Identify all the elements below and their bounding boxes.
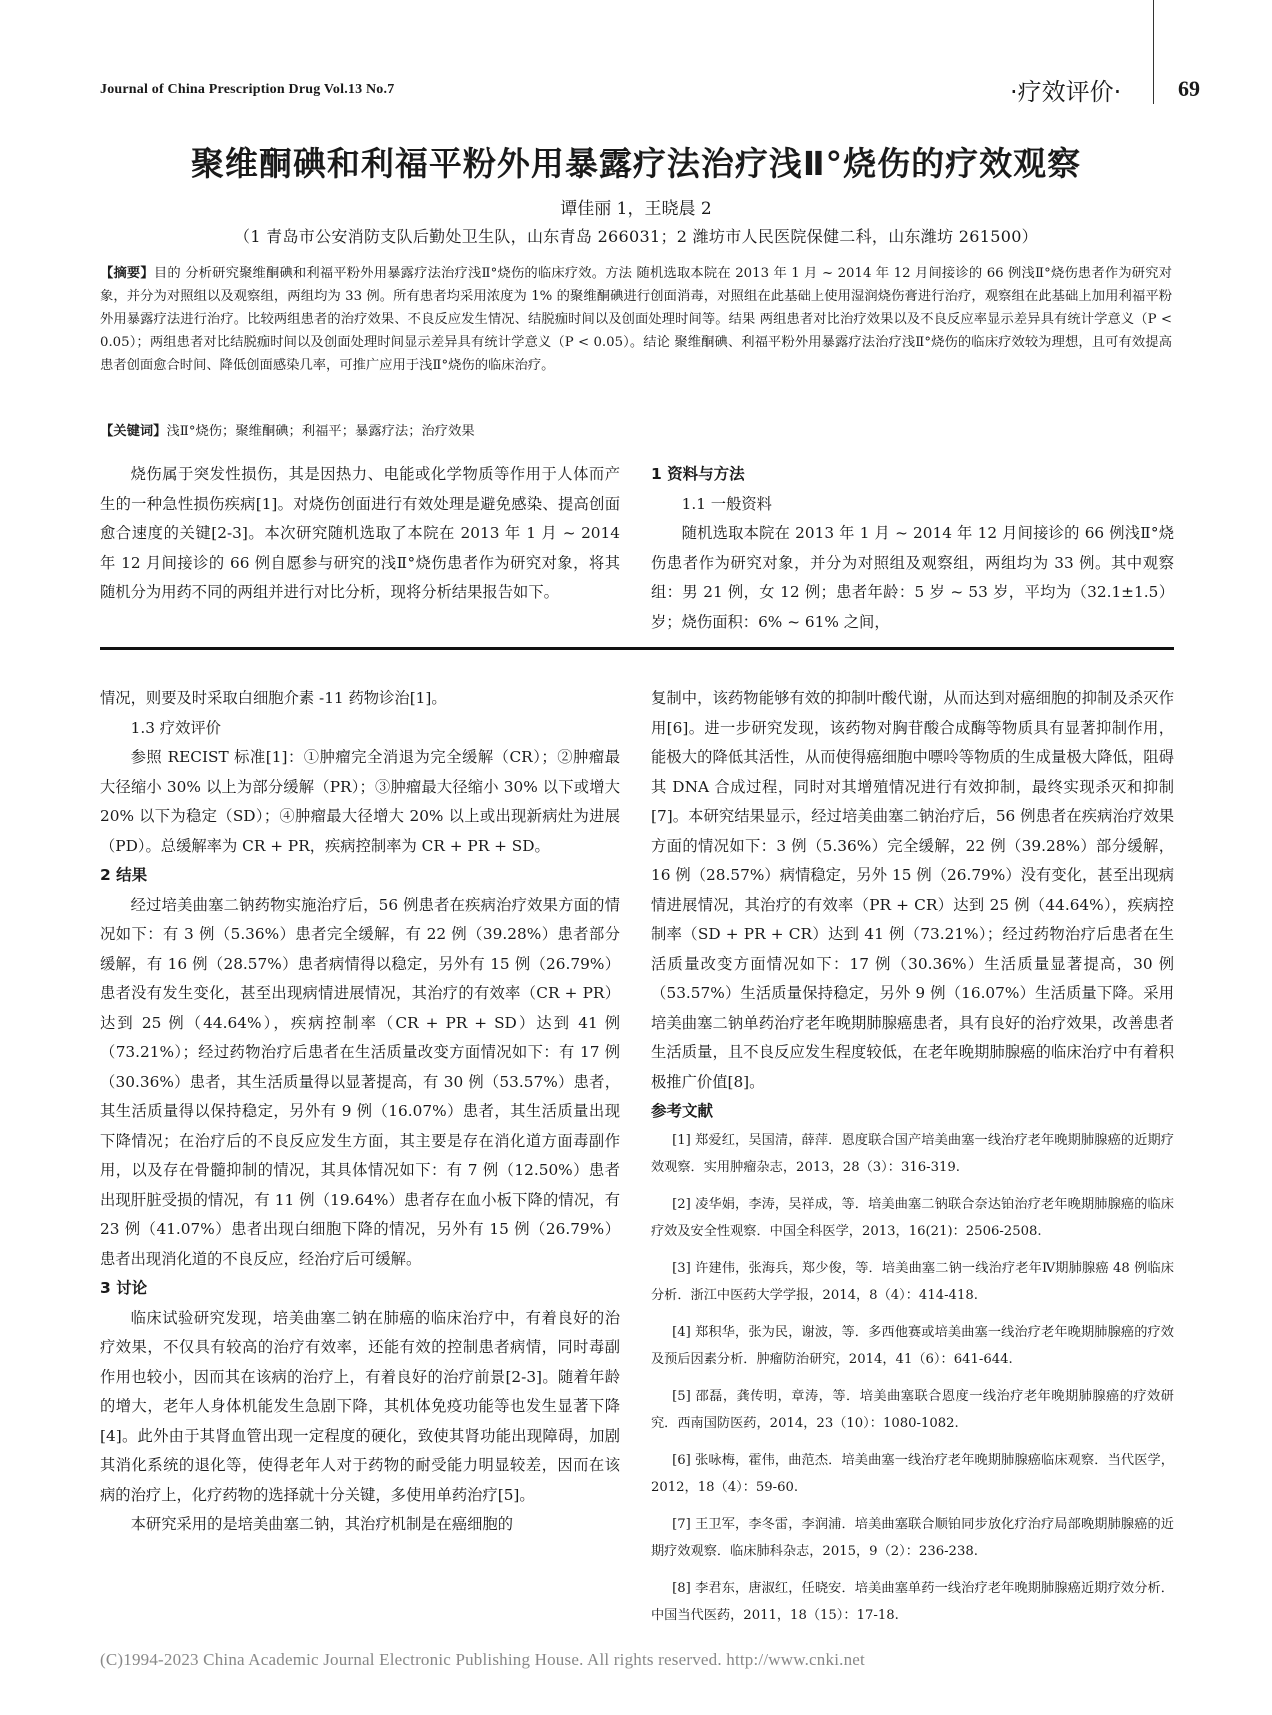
discussion-paragraph: 临床试验研究发现，培美曲塞二钠在肺癌的临床治疗中，有着良好的治疗效果，不仅具有较高的治疗有效率，还能有效的控制患者病情，同时毒副作用也较小，因而其在该病的治疗上，有着良好的治疗前景[2-3]。随着年龄的增大，老年人身体机能发生急剧下降，其机体免疫功能等也发生显著下降[4]。此外由于其肾血管出现一定程度的硬化，致使其肾功能出现障碍，加剧其消化系统的退化等，使得老年人对于药物的耐受能力明显较差，因而在该病的治疗上，化疗药物的选择就十分关键，多使用单药治疗[5]。 xyxy=(100,1308,620,1504)
references-heading: 参考文献 xyxy=(651,1102,714,1120)
reference-item: [8] 李君东，唐淑红，任晓安．培美曲塞单药一线治疗老年晚期肺腺癌近期疗效分析．中国当代医药，2011，18（15）：17-18. xyxy=(651,1580,1174,1623)
abstract-label: 【摘要】 xyxy=(100,266,154,281)
keywords-label: 【关键词】 xyxy=(100,424,167,439)
section-label: ·疗效评价· xyxy=(1010,78,1122,106)
reference-list xyxy=(651,1127,1174,1630)
right-text-column xyxy=(651,684,1174,1639)
section-heading-discussion: 3 讨论 xyxy=(100,1279,148,1297)
methods-column xyxy=(651,460,1174,637)
discussion-continued-paragraph: 复制中，该药物能够有效的抑制叶酸代谢，从而达到对癌细胞的抑制及杀灭作用[6]。进一步研究发现，该药物对胸苷酸合成酶等物质具有显著抑制作用，能极大的降低其活性，从而使得癌细胞中嘌呤等物质的生成量极大降低，阻碍其 DNA 合成过程，同时对其增殖情况进行有效抑制，最终实现杀灭和抑制[7]。本研究结果显示，经过培美曲塞二钠治疗后，56 例患者在疾病治疗效果方面的情况如下：3 例（5.36%）完全缓解，22 例（39.28%）部分缓解，16 例（28.57%）病情稳定，另外 15 例（26.79%）没有变化，甚至出现病情进展情况，其治疗的有效率（PR + CR）达到 25 例（44.64%），疾病控制率（SD + PR + CR）达到 41 例（73.21%）；经过药物治疗后患者在生活质量改变方面情况如下：17 例（30.36%）生活质量显著提高，30 例（53.57%）生活质量保持稳定，另外 9 例（16.07%）生活质量下降。采用培美曲塞二钠单药治疗老年晚期肺腺癌患者，具有良好的治疗效果，改善患者生活质量，且不良反应发生程度较低，在老年晚期肺腺癌的临床治疗中有着积极推广价值[8]。 xyxy=(651,689,1174,1091)
reference-item: [6] 张咏梅，霍伟，曲范杰．培美曲塞一线治疗老年晚期肺腺癌临床观察．当代医学，2012，18（4）：59-60. xyxy=(651,1452,1174,1495)
subsection-heading-efficacy: 1.3 疗效评价 xyxy=(130,718,221,737)
journal-name: Journal of China Prescription Drug Vol.13 No.7 xyxy=(100,82,395,97)
page-number: 69 xyxy=(1178,76,1200,101)
header-divider xyxy=(1153,0,1154,104)
copyright-footer: (C)1994-2023 China Academic Journal Electronic Publishing House. All rights reserved. http://www.cnki.net xyxy=(100,1650,865,1669)
reference-item: [4] 郑积华，张为民，谢波，等．多西他赛或培美曲塞一线治疗老年晚期肺腺癌的疗效及预后因素分析．肿瘤防治研究，2014，41（6）：641-644. xyxy=(651,1324,1174,1367)
article-break-rule xyxy=(100,647,1174,650)
abstract xyxy=(100,262,1172,377)
subsection-heading-general: 1.1 一般资料 xyxy=(681,494,772,513)
results-paragraph: 经过培美曲塞二钠药物实施治疗后，56 例患者在疾病治疗效果方面的情况如下：有 3 例（5.36%）患者完全缓解，有 22 例（39.28%）患者部分缓解，有 16 例（28.57%）患者病情得以稳定，另外有 15 例（26.79%）患者没有发生变化，甚至出现病情进展情况，其治疗的有效率（CR + PR）达到 25 例（44.64%），疾病控制率（CR + PR + SD）达到 41 例（73.21%）；经过药物治疗后患者在生活质量改变方面情况如下：有 17 例（30.36%）患者，其生活质量得以显著提高，有 30 例（53.57%）患者，其生活质量得以保持稳定，另外有 9 例（16.07%）患者，其生活质量出现下降情况；在治疗后的不良反应发生方面，其主要是存在消化道方面毒副作用，以及存在骨髓抑制的情况，其具体情况如下：有 7 例（12.50%）患者出现肝脏受损的情况，有 11 例（19.64%）患者存在血小板下降的情况，有 23 例（41.07%）患者出现白细胞下降的情况，另外有 15 例（26.79%）患者出现消化道的不良反应，经治疗后可缓解。 xyxy=(100,895,620,1268)
left-text-column xyxy=(100,684,620,1540)
reference-item: [1] 郑爱红，吴国清，薛萍．恩度联合国产培美曲塞一线治疗老年晚期肺腺癌的近期疗效观察．实用肿瘤杂志，2013，28（3）：316-319. xyxy=(651,1132,1174,1175)
affiliation: （1 青岛市公安消防支队后勤处卫生队，山东青岛 266031；2 潍坊市人民医院保健二科，山东潍坊 261500） xyxy=(234,227,1038,246)
authors: 谭佳丽 1，王晓晨 2 xyxy=(560,199,712,219)
continued-paragraph: 情况，则要及时采取白细胞介素 -11 药物诊治[1]。 xyxy=(100,689,447,707)
keywords-text: 浅Ⅱ°烧伤；聚维酮碘；利福平；暴露疗法；治疗效果 xyxy=(166,424,475,439)
reference-item: [2] 凌华娟，李涛，吴祥成，等．培美曲塞二钠联合奈达铂治疗老年晚期肺腺癌的临床疗效及安全性观察．中国全科医学，2013，16(21)：2506-2508. xyxy=(651,1196,1174,1239)
discussion-paragraph-2: 本研究采用的是培美曲塞二钠，其治疗机制是在癌细胞的 xyxy=(130,1515,514,1533)
intro-column xyxy=(100,460,620,608)
section-heading-results: 2 结果 xyxy=(100,866,148,884)
methods-paragraph: 随机选取本院在 2013 年 1 月 ~ 2014 年 12 月间接诊的 66 例浅Ⅱ°烧伤患者作为研究对象，并分为对照组及观察组，两组均为 33 例。其中观察组：男 21 例，女 12 例；患者年龄：5 岁 ~ 53 岁，平均为（32.1±1.5）岁；烧伤面积：6% ~ 61% 之间， xyxy=(651,524,1174,631)
intro-paragraph: 烧伤属于突发性损伤，其是因热力、电能或化学物质等作用于人体而产生的一种急性损伤疾病[1]。对烧伤创面进行有效处理是避免感染、提高创面愈合速度的关键[2-3]。本次研究随机选取了本院在 2013 年 1 月 ~ 2014 年 12 月间接诊的 66 例自愿参与研究的浅Ⅱ°烧伤患者作为研究对象，将其随机分为用药不同的两组并进行对比分析，现将分析结果报告如下。 xyxy=(100,465,620,601)
abstract-text: 目的 分析研究聚维酮碘和利福平粉外用暴露疗法治疗浅Ⅱ°烧伤的临床疗效。方法 随机选取本院在 2013 年 1 月 ~ 2014 年 12 月间接诊的 66 例浅Ⅱ°烧伤患者作为研究对象，并分为对照组以及观察组，两组均为 33 例。所有患者均采用浓度为 1% 的聚维酮碘进行创面消毒，对照组在此基础上使用湿润烧伤膏进行治疗，观察组在此基础上加用利福平粉外用暴露疗法进行治疗。比较两组患者的治疗效果、不良反应发生情况、结脱痂时间以及创面处理时间等。结果 两组患者对比治疗效果以及不良反应率显示差异具有统计学意义（P < 0.05）；两组患者对比结脱痂时间以及创面处理时间显示差异具有统计学意义（P < 0.05）。结论 聚维酮碘、利福平粉外用暴露疗法治疗浅Ⅱ°烧伤的临床疗效较为理想，且可有效提高患者创面愈合时间、降低创面感染几率，可推广应用于浅Ⅱ°烧伤的临床治疗。 xyxy=(100,266,1173,373)
reference-item: [5] 邵磊，龚传明，章涛，等．培美曲塞联合恩度一线治疗老年晚期肺腺癌的疗效研究．西南国防医药，2014，23（10）：1080-1082. xyxy=(651,1388,1174,1431)
article-title: 聚维酮碘和利福平粉外用暴露疗法治疗浅Ⅱ°烧伤的疗效观察 xyxy=(190,144,1082,183)
section-heading-methods: 1 资料与方法 xyxy=(651,465,745,483)
reference-item: [3] 许建伟，张海兵，郑少俊，等．培美曲塞二钠一线治疗老年Ⅳ期肺腺癌 48 例临床分析．浙江中医药大学学报，2014，8（4）：414-418. xyxy=(651,1260,1174,1303)
reference-item: [7] 王卫军，李冬雷，李润浦．培美曲塞联合顺铂同步放化疗治疗局部晚期肺腺癌的近期疗效观察．临床肺科杂志，2015，9（2）：236-238. xyxy=(651,1516,1174,1559)
keywords xyxy=(100,422,1172,442)
efficacy-paragraph: 参照 RECIST 标准[1]：①肿瘤完全消退为完全缓解（CR）；②肿瘤最大径缩小 30% 以上为部分缓解（PR）；③肿瘤最大径缩小 30% 以下或增大 20% 以下为稳定（SD）；④肿瘤最大径增大 20% 以上或出现新病灶为进展（PD）。总缓解率为 CR + PR，疾病控制率为 CR + PR + SD。 xyxy=(100,748,620,855)
